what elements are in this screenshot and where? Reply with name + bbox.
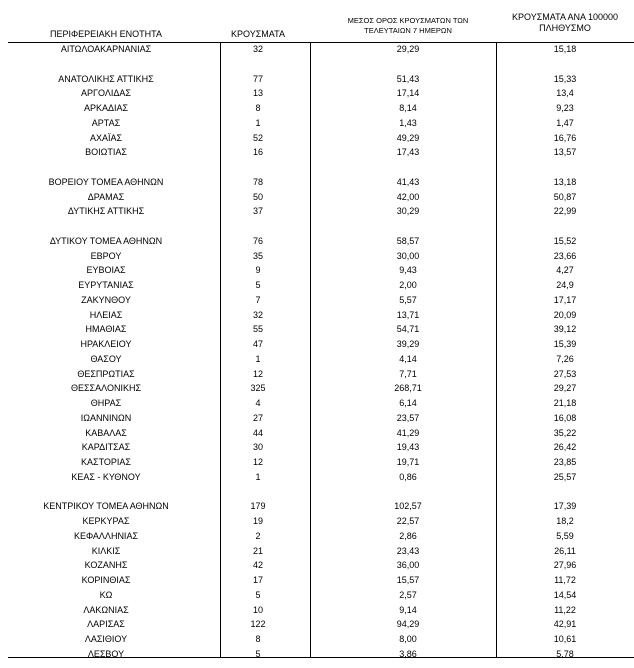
- cell-unit: ΘΗΡΑΣ: [90, 398, 122, 408]
- cell-cases: 76: [252, 235, 263, 246]
- cell-cases: 32: [252, 44, 263, 54]
- cell-cases: 17: [252, 575, 263, 585]
- cell-per-100k: 35,22: [553, 427, 577, 438]
- table-row: [0, 558, 634, 573]
- cell-unit: ΒΟΡΕΙΟΥ ΤΟΜΕΑ ΑΘΗΝΩΝ: [48, 176, 164, 187]
- cell-cases: 8: [255, 103, 261, 113]
- table-row: [0, 131, 634, 146]
- cell-cases: 10: [252, 604, 263, 615]
- table-row: [0, 175, 634, 190]
- cell-per-100k: 16,76: [553, 132, 577, 143]
- cell-per-100k: 39,12: [553, 324, 577, 335]
- cell-unit: ΘΕΣΣΑΛΟΝΙΚΗΣ: [70, 383, 142, 394]
- header-avg: [334, 16, 482, 35]
- cell-avg: 94,29: [396, 619, 420, 630]
- table-spacer-row: [0, 219, 634, 234]
- table-row: [0, 603, 634, 618]
- cell-unit: ΖΑΚΥΝΘΟΥ: [81, 294, 131, 305]
- cell-per-100k: 4,27: [556, 265, 574, 276]
- cell-per-100k: 42,91: [553, 619, 577, 630]
- cell-cases: 77: [252, 73, 263, 84]
- cell-unit: ΛΑΚΩΝΙΑΣ: [83, 604, 129, 615]
- cell-avg: 23,43: [396, 545, 420, 556]
- cell-cases: 13: [252, 88, 263, 99]
- table-row: [0, 293, 634, 308]
- cell-avg: 51,43: [396, 73, 420, 84]
- cell-unit: ΗΜΑΘΙΑΣ: [85, 324, 127, 335]
- table-row: [0, 499, 634, 514]
- cell-unit: ΘΕΣΠΡΩΤΙΑΣ: [77, 368, 135, 379]
- cell-per-100k: 24,9: [556, 280, 574, 290]
- cell-avg: 41,43: [396, 176, 420, 187]
- cell-avg: 2,00: [399, 280, 417, 290]
- cell-unit: ΑΝΑΤΟΛΙΚΗΣ ΑΤΤΙΚΗΣ: [58, 73, 154, 84]
- cell-per-100k: 13,57: [553, 147, 577, 158]
- cell-avg: 49,29: [396, 132, 420, 143]
- cell-unit: ΚΩ: [99, 589, 113, 600]
- table-row: [0, 529, 634, 544]
- cell-cases: 30: [252, 442, 263, 453]
- cell-avg: 4,14: [399, 353, 417, 364]
- cell-cases: 1: [255, 353, 261, 364]
- cell-avg: 5,57: [399, 294, 417, 305]
- cell-avg: 22,57: [396, 516, 420, 526]
- table-row: [0, 426, 634, 441]
- cell-avg: 2,86: [399, 530, 417, 541]
- cell-avg: 39,29: [396, 339, 420, 349]
- cell-cases: 8: [255, 634, 261, 644]
- cell-unit: ΚΑΒΑΛΑΣ: [85, 427, 127, 438]
- cell-unit: ΛΑΣΙΘΙΟΥ: [84, 634, 128, 644]
- table-row: [0, 367, 634, 382]
- table-row: [0, 337, 634, 352]
- cell-avg: 19,43: [396, 442, 420, 453]
- cell-per-100k: 13,18: [553, 176, 577, 187]
- cell-cases: 50: [252, 191, 263, 202]
- cell-per-100k: 15,33: [553, 73, 577, 84]
- header-per-line1: ΚΡΟΥΣΜΑΤΑ ΑΝΑ 100000: [512, 12, 618, 22]
- cell-unit: ΚΑΣΤΟΡΙΑΣ: [81, 457, 131, 467]
- cell-per-100k: 20,09: [553, 309, 577, 320]
- cell-cases: 19: [252, 516, 263, 526]
- cell-cases: 27: [252, 412, 263, 423]
- table-row: [0, 573, 634, 588]
- cell-unit: ΗΛΕΙΑΣ: [89, 309, 123, 320]
- cell-cases: 32: [252, 309, 263, 320]
- table-row: [0, 86, 634, 101]
- cell-avg: 30,00: [396, 250, 420, 261]
- cell-per-100k: 17,39: [553, 501, 577, 512]
- cell-per-100k: 50,87: [553, 191, 577, 202]
- cell-cases: 5: [255, 648, 261, 659]
- cell-avg: 7,71: [399, 368, 417, 379]
- cell-unit: ΚΕΡΚΥΡΑΣ: [82, 516, 130, 526]
- cell-per-100k: 29,27: [553, 383, 577, 394]
- cell-unit: ΗΡΑΚΛΕΙΟΥ: [80, 339, 132, 349]
- table-row: [0, 617, 634, 632]
- cell-per-100k: 21,18: [553, 398, 577, 408]
- table-row: [0, 204, 634, 219]
- table-row: [0, 322, 634, 337]
- cell-unit: ΒΟΙΩΤΙΑΣ: [85, 147, 127, 158]
- cell-unit: ΚΕΑΣ - ΚΥΘΝΟΥ: [71, 471, 141, 482]
- cell-avg: 17,14: [396, 88, 420, 99]
- cell-cases: 1: [255, 117, 261, 128]
- cell-per-100k: 15,52: [553, 235, 577, 246]
- cell-unit: ΑΡΓΟΛΙΔΑΣ: [81, 88, 131, 99]
- cell-avg: 0,86: [399, 471, 417, 482]
- cell-cases: 16: [252, 147, 263, 158]
- cell-per-100k: 26,11: [554, 545, 576, 556]
- cell-cases: 7: [255, 294, 261, 305]
- header-per-100k: [494, 12, 634, 34]
- cell-unit: ΔΥΤΙΚΟΥ ΤΟΜΕΑ ΑΘΗΝΩΝ: [49, 235, 163, 246]
- cell-per-100k: 11,72: [554, 575, 576, 585]
- cell-unit: ΚΟΖΑΝΗΣ: [84, 560, 128, 571]
- header-cases: ΚΡΟΥΣΜΑΤΑ: [231, 29, 285, 39]
- table-row: [0, 42, 634, 57]
- cell-per-100k: 10,61: [553, 634, 577, 644]
- cell-avg: 268,71: [394, 383, 422, 394]
- cell-cases: 78: [252, 176, 263, 187]
- cell-cases: 42: [252, 560, 263, 571]
- cell-unit: ΑΡΤΑΣ: [91, 117, 121, 128]
- cell-per-100k: 23,66: [553, 250, 577, 261]
- cell-per-100k: 15,18: [553, 44, 577, 54]
- cell-per-100k: 9,23: [556, 103, 574, 113]
- cell-unit: ΑΧΑΪΑΣ: [89, 132, 123, 143]
- table-spacer-row: [0, 57, 634, 72]
- cell-unit: ΚΕΦΑΛΛΗΝΙΑΣ: [73, 530, 139, 541]
- table-row: [0, 588, 634, 603]
- cell-cases: 2: [255, 530, 261, 541]
- cell-cases: 9: [255, 265, 261, 276]
- cell-per-100k: 22,99: [553, 206, 577, 217]
- cell-unit: ΔΥΤΙΚΗΣ ΑΤΤΙΚΗΣ: [67, 206, 145, 217]
- cell-cases: 4: [255, 398, 261, 408]
- cell-per-100k: 14,54: [553, 589, 577, 600]
- cell-cases: 47: [252, 339, 263, 349]
- cell-unit: ΚΟΡΙΝΘΙΑΣ: [81, 575, 131, 585]
- cell-cases: 5: [255, 280, 261, 290]
- cell-avg: 3,86: [399, 648, 417, 659]
- cell-avg: 8,14: [399, 103, 417, 113]
- header-avg-line2: ΤΕΛΕΥΤΑΙΩΝ 7 ΗΜΕΡΩΝ: [364, 25, 452, 35]
- cell-avg: 2,57: [399, 589, 417, 600]
- cell-avg: 54,71: [396, 324, 420, 335]
- cell-avg: 17,43: [396, 147, 420, 158]
- cell-unit: ΛΕΣΒΟΥ: [87, 648, 125, 659]
- cell-unit: ΘΑΣΟΥ: [90, 353, 122, 364]
- cell-per-100k: 27,53: [553, 368, 577, 379]
- table-row: [0, 72, 634, 87]
- table-row: [0, 396, 634, 411]
- cell-per-100k: 1,47: [556, 117, 574, 128]
- table-spacer-row: [0, 160, 634, 175]
- cell-cases: 12: [252, 368, 263, 379]
- cell-per-100k: 23,85: [553, 457, 577, 467]
- cell-cases: 21: [252, 545, 263, 556]
- cell-per-100k: 16,08: [553, 412, 577, 423]
- cell-avg: 41,29: [396, 427, 420, 438]
- cell-avg: 6,14: [399, 398, 417, 408]
- cell-avg: 36,00: [396, 560, 420, 571]
- table-row: [0, 411, 634, 426]
- table-spacer-row: [0, 485, 634, 500]
- table-row: [0, 632, 634, 647]
- cell-unit: ΕΥΡΥΤΑΝΙΑΣ: [78, 280, 134, 290]
- cell-avg: 9,43: [399, 265, 417, 276]
- table-row: [0, 101, 634, 116]
- cell-cases: 325: [250, 383, 266, 394]
- cell-avg: 13,71: [396, 309, 420, 320]
- table-row: [0, 145, 634, 160]
- table-row: [0, 278, 634, 293]
- table-row: [0, 544, 634, 559]
- cell-avg: 9,14: [399, 604, 417, 615]
- cell-per-100k: 27,96: [553, 560, 577, 571]
- cell-per-100k: 26,42: [553, 442, 577, 453]
- cell-unit: ΕΒΡΟΥ: [90, 250, 122, 261]
- header-unit: ΠΕΡΙΦΕΡΕΙΑΚΗ ΕΝΟΤΗΤΑ: [49, 29, 163, 39]
- table-row: [0, 116, 634, 131]
- table-row: [0, 381, 634, 396]
- cell-cases: 1: [255, 471, 261, 482]
- cell-cases: 35: [252, 250, 263, 261]
- cell-avg: 8,00: [399, 634, 417, 644]
- cell-cases: 55: [252, 324, 263, 335]
- cell-avg: 29,29: [396, 44, 420, 54]
- table-row: [0, 514, 634, 529]
- table-row: [0, 308, 634, 323]
- cell-per-100k: 7,26: [556, 353, 574, 364]
- cell-avg: 23,57: [396, 412, 420, 423]
- header-per-line2: ΠΛΗΘΥΣΜΟ: [539, 23, 591, 33]
- cell-avg: 15,57: [396, 575, 420, 585]
- table-row: [0, 455, 634, 470]
- header-avg-line1: ΜΕΣΟΣ ΟΡΟΣ ΚΡΟΥΣΜΑΤΩΝ ΤΩΝ: [347, 16, 469, 25]
- cell-per-100k: 5,78: [556, 648, 574, 659]
- cell-per-100k: 5,59: [556, 530, 574, 541]
- cell-unit: ΚΙΛΚΙΣ: [91, 545, 121, 556]
- cell-cases: 44: [252, 427, 263, 438]
- table-row: [0, 352, 634, 367]
- cell-unit: ΑΡΚΑΔΙΑΣ: [83, 103, 129, 113]
- table-row: [0, 647, 634, 662]
- cell-per-100k: 25,57: [553, 471, 577, 482]
- cell-avg: 102,57: [394, 501, 422, 512]
- cell-cases: 5: [255, 589, 261, 600]
- table-header: [0, 0, 634, 44]
- table-row: [0, 263, 634, 278]
- cell-per-100k: 13,4: [556, 88, 574, 99]
- cell-unit: ΔΡΑΜΑΣ: [87, 191, 125, 202]
- cell-unit: ΚΕΝΤΡΙΚΟΥ ΤΟΜΕΑ ΑΘΗΝΩΝ: [43, 501, 169, 512]
- cell-cases: 52: [252, 132, 263, 143]
- cell-avg: 42,00: [396, 191, 420, 202]
- table-row: [0, 440, 634, 455]
- cell-per-100k: 15,39: [553, 339, 577, 349]
- cell-cases: 12: [252, 457, 263, 467]
- cell-per-100k: 18,2: [556, 516, 574, 526]
- table-row: [0, 190, 634, 205]
- cell-unit: ΑΙΤΩΛΟΑΚΑΡΝΑΝΙΑΣ: [60, 44, 152, 54]
- cell-unit: ΚΑΡΔΙΤΣΑΣ: [81, 442, 131, 453]
- cell-avg: 58,57: [396, 235, 420, 246]
- cell-avg: 19,71: [396, 457, 420, 467]
- table-row: [0, 470, 634, 485]
- cell-unit: ΛΑΡΙΣΑΣ: [87, 619, 125, 630]
- cell-per-100k: 11,22: [554, 604, 576, 615]
- cell-unit: ΕΥΒΟΙΑΣ: [86, 265, 126, 276]
- cell-unit: ΙΩΑΝΝΙΝΩΝ: [80, 412, 132, 423]
- table-row: [0, 249, 634, 264]
- cell-avg: 1,43: [399, 117, 417, 128]
- cell-cases: 122: [250, 619, 266, 630]
- table-row: [0, 234, 634, 249]
- cell-avg: 30,29: [396, 206, 420, 217]
- cell-per-100k: 17,17: [553, 294, 577, 305]
- cell-cases: 37: [252, 206, 263, 217]
- cell-cases: 179: [250, 501, 266, 512]
